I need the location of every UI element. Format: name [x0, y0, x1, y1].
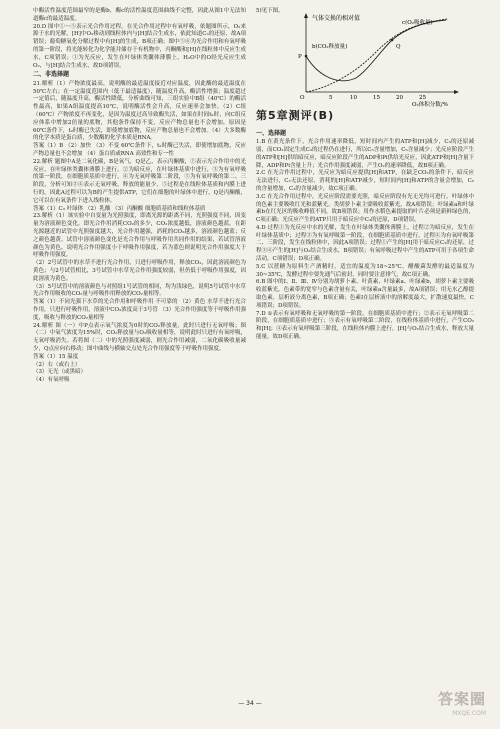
- right-paragraph: 6.B 图中的Ⅰ、Ⅱ、Ⅲ、Ⅳ分别为胡萝卜素、叶黄素、叶绿素a、叶绿素b，胡萝卜素主要吸收蓝紫光，色素带的宽窄与色素含量有关，叶绿素a含量最多，故A项错误；用无水乙醇提取色素，层析液分离色素，B项正确；色素Ⅰ在层析液中的溶解度最大，扩散速度最快，C项错误；D项错误。: [256, 279, 474, 309]
- answer-line: 答案（1）C₃ 叶绿体 （2）乳酸 （3）丙酮酸 细胞质基质和线粒体基质: [33, 205, 206, 212]
- left-paragraph: 20.D 图中①～⑤表示光合作用过程，在光合作用过程中有氧呼吸，依题图所示，O₂来源于水的光解，[H]中O₂移动到线粒体内与[H]结合生成水，依此知道C₃的还原，故A项错误；葡萄糖氧化分解过程中有[H]的生成，B项正确；图中⑤⑥为光合作用和有氧呼吸的第一阶段，将光能转化为化学能并储存于有机物中，丙酮酸和[H]在线粒体中反应生成水，C项错误；①为光反应，发生在叶绿体类囊体薄膜上，H₂O中的O经光反应生成O₂，与[H]结合生成水，故D项错误。: [33, 23, 246, 69]
- origin-label: O: [300, 95, 305, 101]
- left-column: [33, 8, 246, 684]
- section-heading: 一、选择题: [256, 129, 287, 137]
- watermark-text: 答案圈: [437, 690, 486, 709]
- site-watermark: [438, 689, 486, 719]
- curve-c-o2-uptake: [306, 19, 448, 92]
- right-paragraph: 5.C 以蔗糖为原料生产酒精时，适宜的温度为18~25℃，醋酸菌发酵的最适温度为30~35℃，发酵过程中要先通气后密封，同时要注意排气，故C项正确。: [256, 263, 474, 278]
- left-paragraph: 22.解析 题图中A是二氧化碳，B是氧气，Q是乙，表示丙酮酸，①表示光合作用中的光反应，在叶绿体类囊体薄膜上进行，②为暗反应，在叶绿体基质中进行，③为有氧呼吸的第一阶段，在细胞质基质中进行，④为无氧呼吸第二阶段，⑤为有氧呼吸的第二、三阶段，分析可知③④表示无氧呼吸，释放的能量少，⑤过程是在线粒体基质和内膜上进行的，因此A过程可以为B的产生提供ATP，它们在细胞的叶绿体中进行，Q是丙酮酸，它可以在有氧条件下进入线粒体。: [33, 158, 246, 204]
- gas-exchange-figure: [256, 8, 474, 108]
- answer-line: 答案（1）B （2）加快 （3）不变 60℃条件下，t₂时酶已失活，即使增加底物，反应产物总量也不会增加 （4）蛋白质或RNA 高效性和专一性: [33, 143, 246, 158]
- x-tick-label: 20: [396, 95, 403, 101]
- right-paragraph: 4.D 过程①为光反应中水的光解，发生在叶绿体类囊体薄膜上，过程②为暗反应，发生在叶绿体基质中；过程③为有氧呼吸第一阶段，在细胞质基质中进行，过程④为有氧呼吸第二、三阶段，发生在线粒体中，因此A项错误；过程①产生的[H]用于暗反应C₃的还原，过程③④产生的[H]与O₂结合生成水，B项错误；有氧呼吸过程中产生的ATP可用于各项生命活动，C项错误；D项正确。: [256, 224, 474, 263]
- curve-b-label: b(CO₂释放量): [312, 44, 348, 50]
- x-tick-label: 10: [350, 95, 357, 101]
- watermark-subtext: MXQE.COM: [452, 710, 486, 718]
- x-axis-arrow: [454, 90, 459, 94]
- page-number: — 34 —: [238, 700, 262, 707]
- right-paragraph: 1.B 在黄光条件下，光合作用速率降低，短时间内产生的ATP和[H]减少，C₃的还原减弱，而CO₂固定生成C₃的过程仍在进行，所以C₃含量增加，C₅含量减少；光反应阶段产生的ATP和[H]供给暗反应，暗反应阶段产生的ADP和Pi供给光反应，因此ATP和[H]含量下降，ADP和Pi含量上升；光合作用强度减弱，产生O₂的速率降低，故B项正确。: [256, 139, 474, 169]
- figure-caption: 5)见下图。: [256, 8, 284, 14]
- answer-line: （2）右（或右上）: [33, 361, 81, 368]
- gas-exchange-plot: [256, 8, 474, 108]
- curve-b-co2-release: [306, 20, 446, 81]
- y-axis-arrow: [304, 13, 308, 18]
- answer-line: （3）无光（或黑暗）: [33, 369, 86, 376]
- left-paragraph: （3）5号试管中的溶液颜色与对照组1号试管的相同，均为浅绿色，说明5号试管中水草光合作用吸收的CO₂量与呼吸作用释放的CO₂量相等。: [33, 283, 246, 298]
- left-paragraph: 24.解析 图（一）中P点表示氧气浓度为0时的CO₂释放量，此时只进行无氧呼吸；图（二）中氧气浓度为15%时，CO₂释放量与O₂吸收量相等，说明此时只进行有氧呼吸，无氧呼吸消失。若将图（二）中的光照强度减弱，则光合作用减弱，二氧化碳吸收量减少，Q点应向右移动；图中曲线与横轴交点处光合作用强度等于呼吸作用强度。: [33, 322, 246, 352]
- point-p-marker: [305, 55, 308, 58]
- right-paragraph: 2.C 在光合作用过程中，光反应为暗反应提供[H]和ATP，在缺乏CO₂的条件下，暗反应无法进行，C₃无法还原，消耗的[H]和ATP减少，短时间内[H]和ATP的含量会增加，C₅的含量增加，C₃的含量减少，故C项正确。: [256, 170, 474, 192]
- x-tick-label: 25: [419, 95, 426, 101]
- x-tick-label: 5: [329, 95, 333, 101]
- right-paragraph: 3.C 在光合作用过程中，光反应阶段需要光照，暗反应阶段有光无光均可进行，叶绿体中的色素主要吸收红光和蓝紫光，类胡萝卜素主要吸收蓝紫光，故A项错误；叶绿素a和叶绿素b在红光区的吸收峰值不同，故B项错误；用作水稻色素提取的叶片必须是新鲜绿色的，C项正确；光反应产生的ATP只用于暗反应中C₃的还原，D项错误。: [256, 193, 474, 224]
- curve-c-label: c(O₂吸收量): [402, 20, 433, 26]
- left-paragraph: 21.解析（1）产物浓度最高，说明酶的最适温度接近对应温度，因此酶的最适温度在50℃左右；在一定温度范围内（低于最适温度），随温度升高，酶活性增强；温度超过一定值后，随温度升高，酶活性降低。分析曲线可知，三组实验中B组（40℃）的酶活性最高，如果A组温度提高10℃，说明酶活性会升高，反应速率会加快。（2）C组（60℃）产物浓度不再变化，是因为温度过高导致酶失活，如果在时间t₂时，向C组反应体系中增加2倍量的底物，其他条件保持不变，反应产物总量也不会增加，原因是60℃条件下，t₂时酶已失活，即使增加底物，反应产物总量也不会增加。（4）大多数酶的化学本质是蛋白质，少数酶的化学本质是RNA。: [33, 80, 246, 142]
- left-paragraph: （2）2号试管中的水草不进行光合作用，只进行呼吸作用，释放CO₂，因此溶液颜色为黄色；与2号试管相比，3号试管中水草光合作用强度较弱，但仍低于呼吸作用强度，因此溶液为黄色。: [33, 260, 246, 282]
- point-p-label: P: [298, 54, 302, 60]
- answer-line: （4）有氧呼吸: [33, 377, 70, 384]
- right-paragraph: 7.D ①表示有氧呼吸和无氧呼吸的第一阶段，在细胞质基质中进行；②表示无氧呼吸第二阶段，在细胞质基质中进行；③表示有氧呼吸第二阶段，在线粒体基质中进行，产生CO₂和[H]；④表示有氧呼吸第三阶段，在线粒体内膜上进行，[H]与O₂结合生成水，释放大量能量，故D项正确。: [256, 310, 474, 341]
- answer-line: 答案（1）不同光强下水草的光合作用和呼吸作用 不可靠的 （2）黄色 水草不进行光合作用，只进行呼吸作用，溶液中CO₂浓度高于3号管 （3）光合作用强度等于呼吸作用强度，吸收与释放的CO₂量相等: [33, 299, 246, 321]
- left-paragraph: 23.解析（1）该实验中自变量为光照强度，即离光源的距离不同，光照强度不同，因变量为溶液颜色变化，即光合作用消耗CO₂的多少，CO₂浓度越低，溶液颜色越蓝。在距光源越近的试管中光照强度越大，光合作用越强，消耗的CO₂越多，溶液颜色越蓝；反之颜色越黄。试管中溶液颜色变化是光合作用与呼吸作用共同作用的结果，若试管溶液颜色为黄色，说明光合作用强度小于呼吸作用强度，若为蓝色则说明光合作用强度大于呼吸作用强度。: [33, 213, 246, 259]
- x-tick-label: 15: [373, 95, 380, 101]
- y-axis-label: 气体交换的相对值: [312, 15, 361, 22]
- x-axis-label: O₂体积分数/%: [412, 102, 448, 108]
- point-q-label: Q: [396, 44, 401, 50]
- left-paragraph: 中酶活性温度范围最窄的是酶b，酶c的活性温度范围曲线不完整，因此从图1中无法知道酶c的最适温度。: [33, 8, 246, 22]
- point-q-marker: [391, 39, 394, 42]
- section-heading: 二、非选择题: [33, 71, 70, 79]
- answer-line: 答案（1）15 温度: [33, 353, 79, 360]
- chapter-title: 第5章测评(B): [256, 109, 335, 122]
- right-column: [256, 8, 474, 684]
